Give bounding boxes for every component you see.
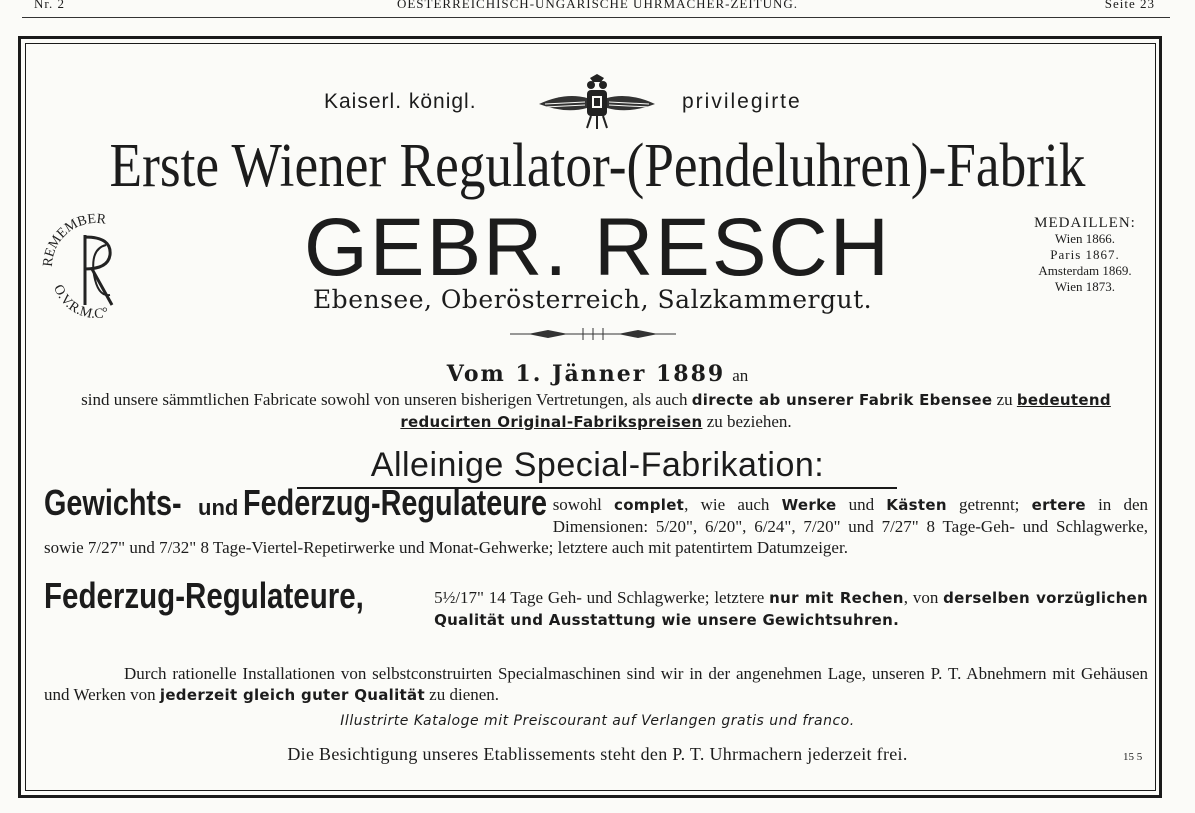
s2-bold: nur mit Rechen xyxy=(769,589,904,607)
intro-text-2: zu xyxy=(996,390,1013,409)
privilege-left: Kaiserl. königl. xyxy=(324,90,477,113)
rational-bold: jederzeit gleich guter Qualität xyxy=(159,686,425,704)
medal-item: Amsterdam 1869. xyxy=(1038,263,1132,278)
rational-paragraph xyxy=(44,663,1148,706)
s1-text: , wie auch xyxy=(684,495,770,514)
factory-title: Erste Wiener Regulator-(Pendeluhren)-Fabrik xyxy=(109,132,1086,200)
header-rule xyxy=(22,17,1170,18)
intro-bold-2: bedeutend reducirten Original-Fabrikspreisen xyxy=(400,391,1111,431)
page-number: Seite 23 xyxy=(1104,0,1155,11)
section1-head-und: und xyxy=(198,495,239,520)
s1-text: in den Dimensionen: 5/20", 6/20", 6/24", 7/20" und 7/27" 8 Tage-Geh- und Schlagwerke, sowie 7/27" und 7/32" 8 Tage-Viertel-Repetirwerke und Monat-Gehwerke; letztere auch mit patentirtem Datumzeiger. xyxy=(44,495,1149,557)
catalog-line: Illustrirte Kataloge mit Preiscourant auf Verlangen gratis und franco. xyxy=(340,713,855,729)
s2-bold: derselben vorzüglichen Qualität und Ausstattung wie unsere Gewichtsuhren. xyxy=(434,589,1148,629)
s1-bold: Werke xyxy=(781,496,837,514)
s1-text: getrennt; xyxy=(958,495,1020,514)
s1-bold: complet xyxy=(614,496,685,514)
section1-head-b: Federzug-Regulateure xyxy=(242,482,547,523)
privilege-right: privilegirte xyxy=(682,90,802,113)
s2-text: 5½/17" 14 Tage Geh- und Schlagwerke; letztere xyxy=(434,588,765,607)
seal-text-top: REMEMBER xyxy=(40,211,107,268)
date-tail: an xyxy=(732,366,749,385)
date-bold: Vom 1. Jänner 1889 xyxy=(446,361,726,387)
section1-head-a: Gewichts- xyxy=(44,482,182,523)
medal-item: Wien 1866. xyxy=(1054,231,1116,246)
s1-bold: Kästen xyxy=(886,496,947,514)
visit-line: Die Besichtigung unseres Etablissements steht den P. T. Uhrmachern jederzeit frei. xyxy=(287,744,908,764)
rational-text-1: Durch rationelle Installationen von selbstconstruirten Specialmaschinen sind wir in der angenehmen Lage, unseren P. T. Abnehmern mit Gehäusen und Werken von xyxy=(44,664,1148,704)
section2-heading xyxy=(44,575,434,625)
ad-code: 15 5 xyxy=(1123,751,1143,763)
section-weight-regulators xyxy=(44,482,1149,558)
intro-text-3: zu beziehen. xyxy=(706,412,792,431)
seal-text-bottom: O.V.R.M.C° xyxy=(50,282,111,323)
decorative-divider-icon xyxy=(508,327,678,341)
s1-bold: ertere xyxy=(1031,496,1086,514)
intro-text-1: sind unsere sämmtlichen Fabricate sowohl von unseren bisherigen Vertretungen, als auch xyxy=(81,390,688,409)
intro-paragraph xyxy=(44,389,1148,433)
issue-number: Nr. 2 xyxy=(34,0,65,11)
journal-title: OESTERREICHISCH-UNGARISCHE UHRMACHER-ZEITUNG. xyxy=(396,0,799,11)
s1-text: und xyxy=(848,495,875,514)
section-spring-regulators xyxy=(44,575,1148,631)
rational-text-2: zu dienen. xyxy=(429,685,500,704)
medal-item: Paris 1867. xyxy=(1050,247,1120,262)
location: Ebensee, Oberösterreich, Salzkammergut. xyxy=(312,285,873,314)
brand-name: GEBR. RESCH xyxy=(304,202,891,293)
double-headed-eagle-icon xyxy=(535,74,659,130)
section1-heading xyxy=(44,482,623,536)
s1-text: sowohl xyxy=(552,495,602,514)
medals-box xyxy=(1010,215,1160,295)
s2-text: , von xyxy=(903,588,939,607)
medals-title: MEDAILLEN: xyxy=(1034,215,1136,231)
date-line xyxy=(0,361,1195,387)
intro-bold-1: directe ab unserer Fabrik Ebensee xyxy=(691,391,993,409)
section2-head: Federzug-Regulateure, xyxy=(44,575,364,616)
medal-item: Wien 1873. xyxy=(1054,279,1116,294)
special-heading: Alleinige Special-Fabrikation: xyxy=(370,446,825,484)
